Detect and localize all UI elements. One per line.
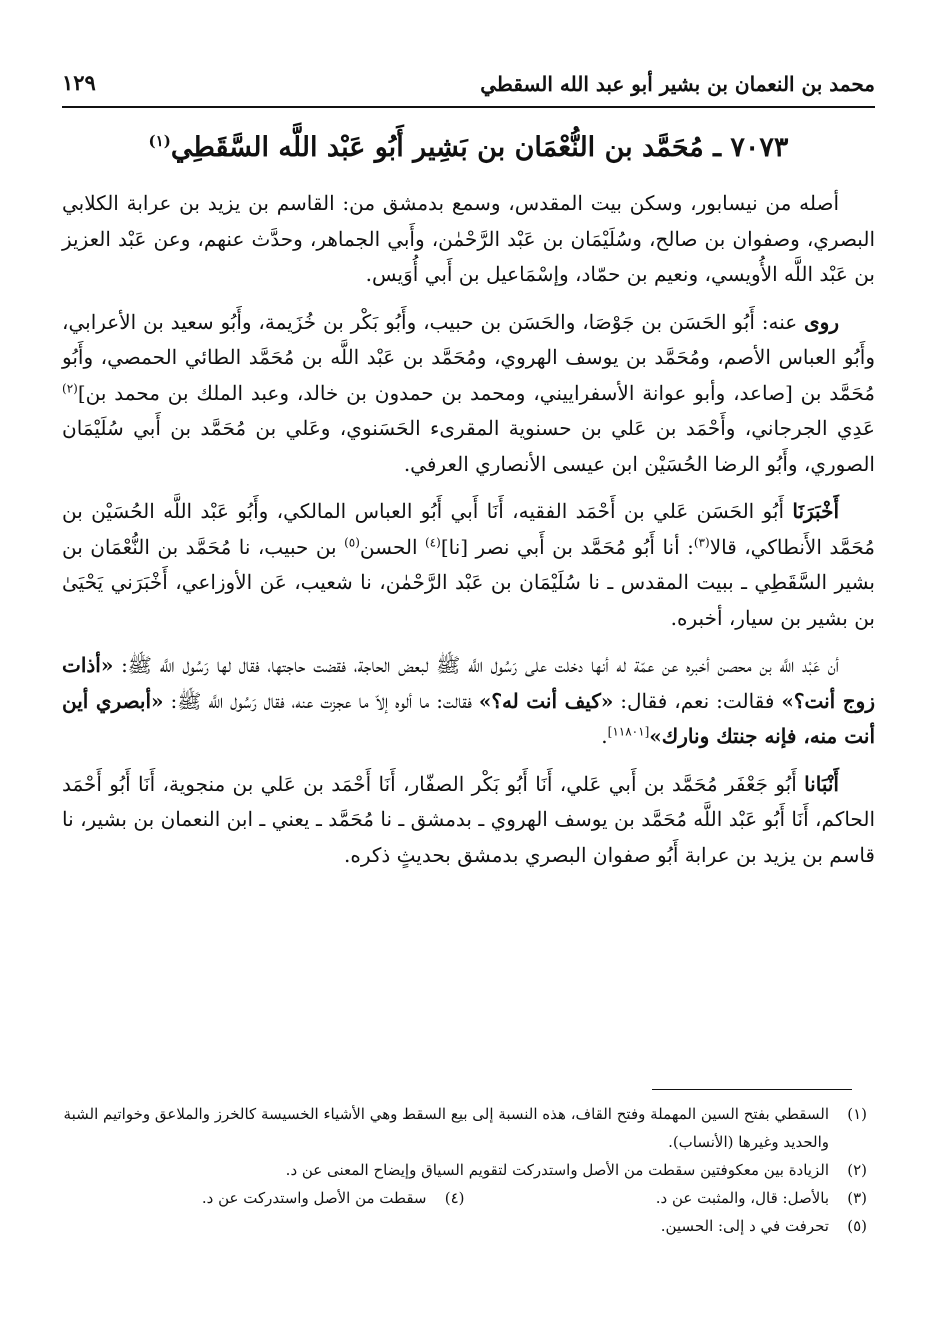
paragraph-text: أَبُو الحَسَن عَلي بن أَحْمَد الفقيه، أَنَا أَبي أَبُو العباس المالكي، وأَبُو عَبْد اللَّه الحُسَيْن بن مُحَمَّد الأَنطاكي، قالا bbox=[62, 499, 876, 559]
footnote-ref: (٢) bbox=[62, 380, 78, 395]
hadith-number: [١١٨٠١] bbox=[607, 724, 650, 739]
paragraph-text: : أنا أَبُو مُحَمَّد بن أَبي نصر [نا] bbox=[440, 534, 694, 559]
footnote-text: تحرفت في د إلى: الحسين. bbox=[660, 1217, 829, 1235]
paragraph-isnad-2 bbox=[62, 767, 875, 874]
footnote-5 bbox=[62, 1212, 867, 1240]
paragraph-text: فقالت: ما ألوه إلاّ ما عجزت عنه، فقال رَسُول اللَّه ﷺ: bbox=[163, 688, 479, 713]
lead-word: روى bbox=[804, 309, 839, 334]
footnote-text: الزيادة بين معكوفتين سقطت من الأصل واستدركت لتقويم السياق وإيضاح المعنى عن د. bbox=[285, 1161, 829, 1179]
paragraph-text: عنه: أَبُو الحَسَن بن جَوْصَا، والحَسَن بن حبيب، وأَبُو بَكْر بن خُزَيمة، وأَبُو سعيد بن الأعرابي، وأَبُو العباس الأصم، ومُحَمَّد بن يوسف الهروي، ومُحَمَّد بن عَبْد اللَّه بن مُحَمَّد الطائي الحمصي، وأَبُو مُحَمَّد بن [صاعد، وأبو عوانة الأسفراييني، ومحمد بن حمدون بن خالد، وعبد الملك بن محمد بن] bbox=[62, 309, 875, 405]
footnote-ref: (٣) bbox=[693, 534, 710, 549]
header-divider bbox=[62, 106, 875, 108]
footnote-row-3-4 bbox=[62, 1184, 867, 1212]
footnote-text: سقطت من الأصل واستدركت عن د. bbox=[201, 1189, 427, 1207]
footnote-number: (٢) bbox=[847, 1161, 867, 1179]
paragraph-text: أن عَبْد اللَّه بن محصن أخبره عن عمّة له أنها دخلت على رَسُول اللَّه ﷺ لبعض الحاجة، فقضت حاجتها، فقال لها رَسُول اللَّه ﷺ: bbox=[113, 653, 839, 677]
footnotes bbox=[62, 1100, 867, 1240]
paragraph-isnad bbox=[62, 494, 875, 636]
paragraph-text: بن حبيب، نا مُحَمَّد بن النُّعْمَان بن بشير السَّقَطِي ـ ببيت المقدس ـ نا سُلَيْمَان بن عَبْد الرَّحْمٰن، نا شعيب، عَن الأوزاعي، أَخْبَرَني يَحْيَىٰ بن بشير بن سيار، أخبره. bbox=[62, 534, 875, 630]
footnote-text: بالأصل: قال، والمثبت عن د. bbox=[655, 1189, 829, 1207]
page-header bbox=[62, 68, 875, 104]
footnote-1 bbox=[62, 1100, 867, 1156]
paragraph-hadith bbox=[62, 648, 875, 755]
quote: «كيف أنت له؟» bbox=[478, 688, 614, 713]
footnote-text: السقطي بفتح السين المهملة وفتح القاف، هذه النسبة إلى بيع السقط وهي الأشياء الخسيسة كالخرز والملاعق وخواتيم الشبة والحديد وغيرها (الأنساب). bbox=[63, 1105, 829, 1151]
footnote-number: (٤) bbox=[444, 1189, 465, 1207]
paragraph-text: أَبُو جَعْفَر مُحَمَّد بن أَبي عَلي، أَنَا أَبُو بَكْر الصفّار، أَنَا أَحْمَد بن عَلي بن منجوية، أَنَا أَبُو أَحْمَد الحاكم، أَنَا أَبُو عَبْد اللَّه مُحَمَّد بن يوسف الهروي ـ بدمشق ـ نا مُحَمَّد ـ يعني ـ ابن النعمان بن بشير، نا قاسم بن يزيد بن عرابة أَبُو صفوان البصري بدمشق بحديثٍ ذكره. bbox=[62, 771, 875, 867]
entry-heading bbox=[62, 132, 875, 163]
running-title: محمد بن النعمان بن بشير أبو عبد الله السقطي bbox=[480, 72, 875, 96]
lead-word: أَخْبَرَنَا bbox=[792, 499, 839, 523]
footnote-3 bbox=[465, 1184, 868, 1212]
footnote-number: (٥) bbox=[847, 1217, 867, 1235]
quote: «أبصري أين أنت منه، فإنه جنتك ونارك» bbox=[62, 688, 875, 748]
quote: «أذات زوج أنت؟» bbox=[62, 653, 875, 713]
footnote-number: (٣) bbox=[847, 1189, 867, 1207]
paragraph-text: الحسن bbox=[359, 534, 425, 559]
main-text bbox=[62, 186, 875, 885]
entry-title-text: ٧٠٧٣ ـ مُحَمَّد بن النُّعْمَان بن بَشِير أَبُو عَبْد اللَّه السَّقَطِي bbox=[170, 132, 789, 163]
page-number: ١٢٩ bbox=[62, 70, 96, 95]
paragraph-text: . bbox=[601, 724, 608, 748]
paragraph-narrators bbox=[62, 305, 875, 483]
paragraph-text: أصله من نيسابور، وسكن بيت المقدس، وسمع بدمشق من: القاسم بن يزيد بن عرابة الكلابي البصري، وصفوان بن صالح، وسُلَيْمَان بن عَبْد الرَّحْمٰن، وأَبي الجماهر، وحدَّث عنهم، وعن عَبْد العزيز بن عَبْد اللَّه الأُويسي، ونعيم بن حمّاد، وإسْمَاعيل بن أَبي أُوَيس. bbox=[62, 191, 875, 286]
footnote-ref: (٤) bbox=[424, 534, 441, 549]
footnote-4 bbox=[62, 1184, 465, 1212]
footnote-divider bbox=[652, 1089, 852, 1090]
entry-title-note: (١) bbox=[148, 132, 171, 150]
paragraph-text: عَدِي الجرجاني، وأَحْمَد بن عَلي بن حسنوية المقرىء الحَسَنوي، وعَلي بن مُحَمَّد بن أَبي سُلَيْمَان الصوري، وأَبُو الرضا الحُسَيْن ابن عيسى الأنصاري العرفي. bbox=[62, 416, 875, 476]
footnote-number: (١) bbox=[847, 1105, 867, 1123]
footnote-ref: (٥) bbox=[344, 534, 360, 549]
lead-word: أَنْبَانا bbox=[804, 771, 839, 796]
paragraph-text: فقالت: نعم، فقال: bbox=[613, 688, 782, 713]
footnote-2 bbox=[62, 1156, 867, 1184]
paragraph-origin bbox=[62, 186, 875, 293]
